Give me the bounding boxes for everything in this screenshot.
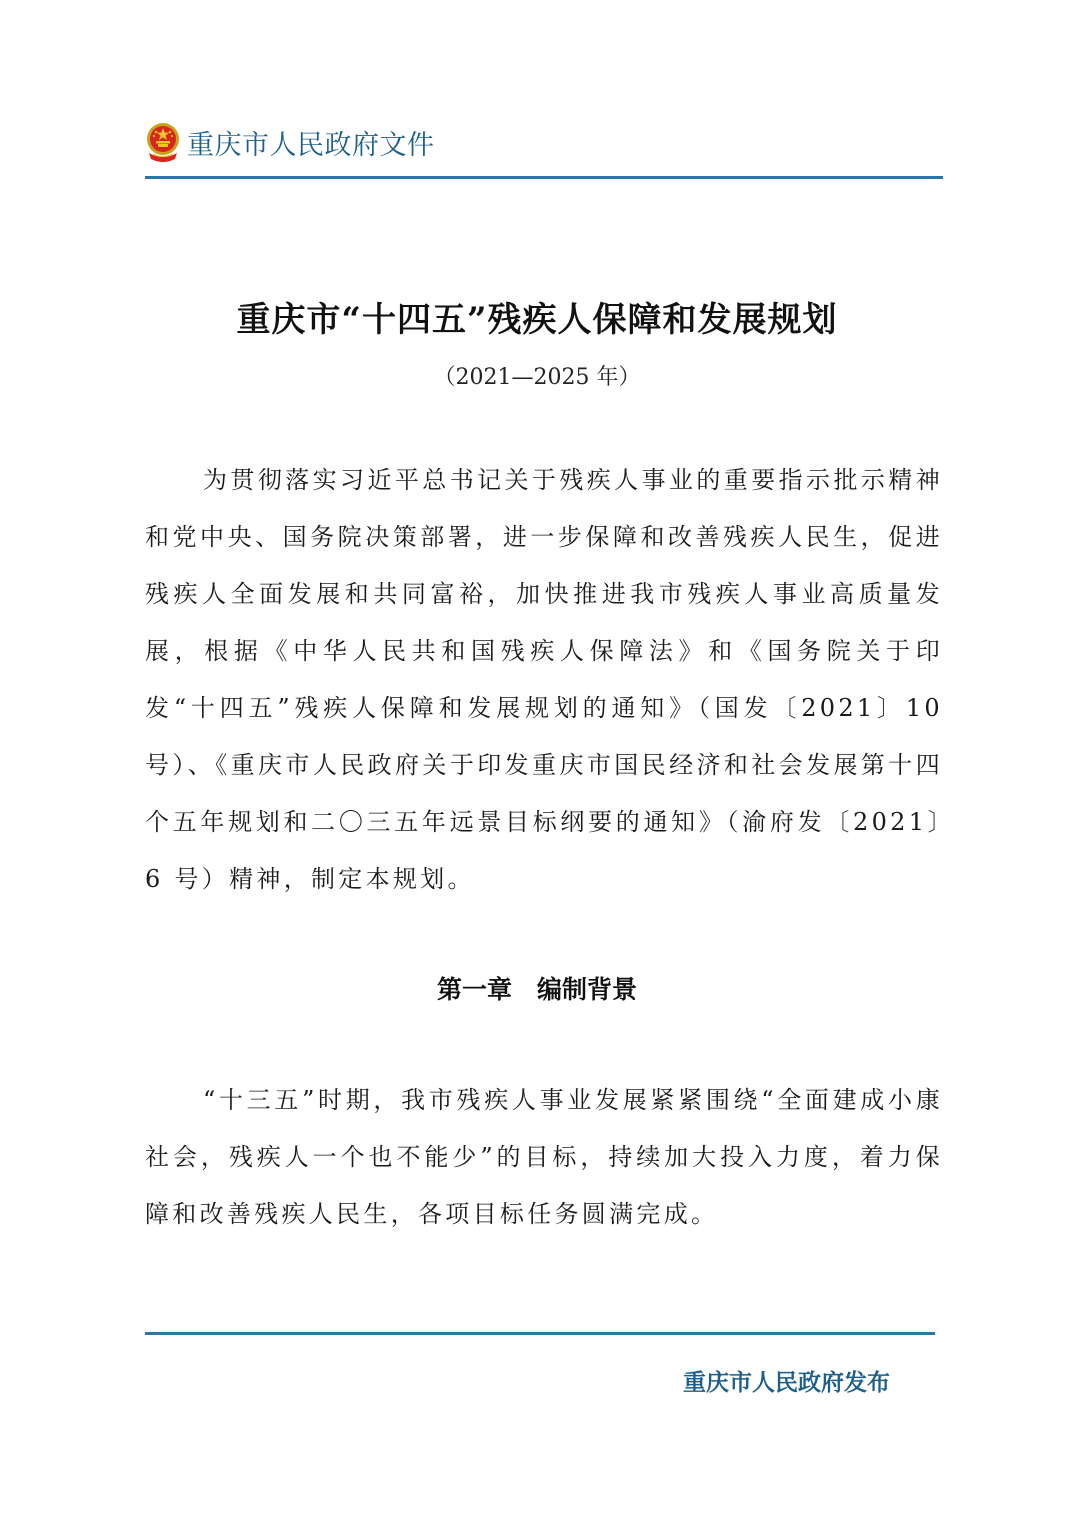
footer-divider: [145, 1332, 935, 1335]
document-header: [145, 118, 435, 166]
background-paragraph: “十三五”时期，我市残疾人事业发展紧紧围绕“全面建成小康社会，残疾人一个也不能少”的目标，持续加大投入力度，着力保障和改善残疾人民生，各项目标任务圆满完成。: [145, 1086, 943, 1228]
chapter-heading: 第一章 编制背景: [436, 975, 637, 1004]
header-title: 重庆市人民政府文件: [187, 129, 435, 161]
footer-publisher: 重庆市人民政府发布: [683, 1369, 890, 1396]
header-divider: [145, 176, 943, 179]
national-emblem-icon: [145, 121, 181, 163]
document-title: 重庆市“十四五”残疾人保障和发展规划: [236, 300, 838, 340]
intro-paragraph: 为贯彻落实习近平总书记关于残疾人事业的重要指示批示精神和党中央、国务院决策部署，进一步保障和改善残疾人民生，促进残疾人全面发展和共同富裕，加快推进我市残疾人事业高质量发展，根据《中华人民共和国残疾人保障法》和《国务院关于印发“十四五”残疾人保障和发展规划的通知》（国发〔2021〕10 号）、《重庆市人民政府关于印发重庆市国民经济和社会发展第十四个五年规划和二〇三五年远景目标纲要的通知》（渝府发〔2021〕6 号）精神，制定本规划。: [145, 466, 943, 893]
document-subtitle: （2021—2025 年）: [433, 365, 641, 390]
